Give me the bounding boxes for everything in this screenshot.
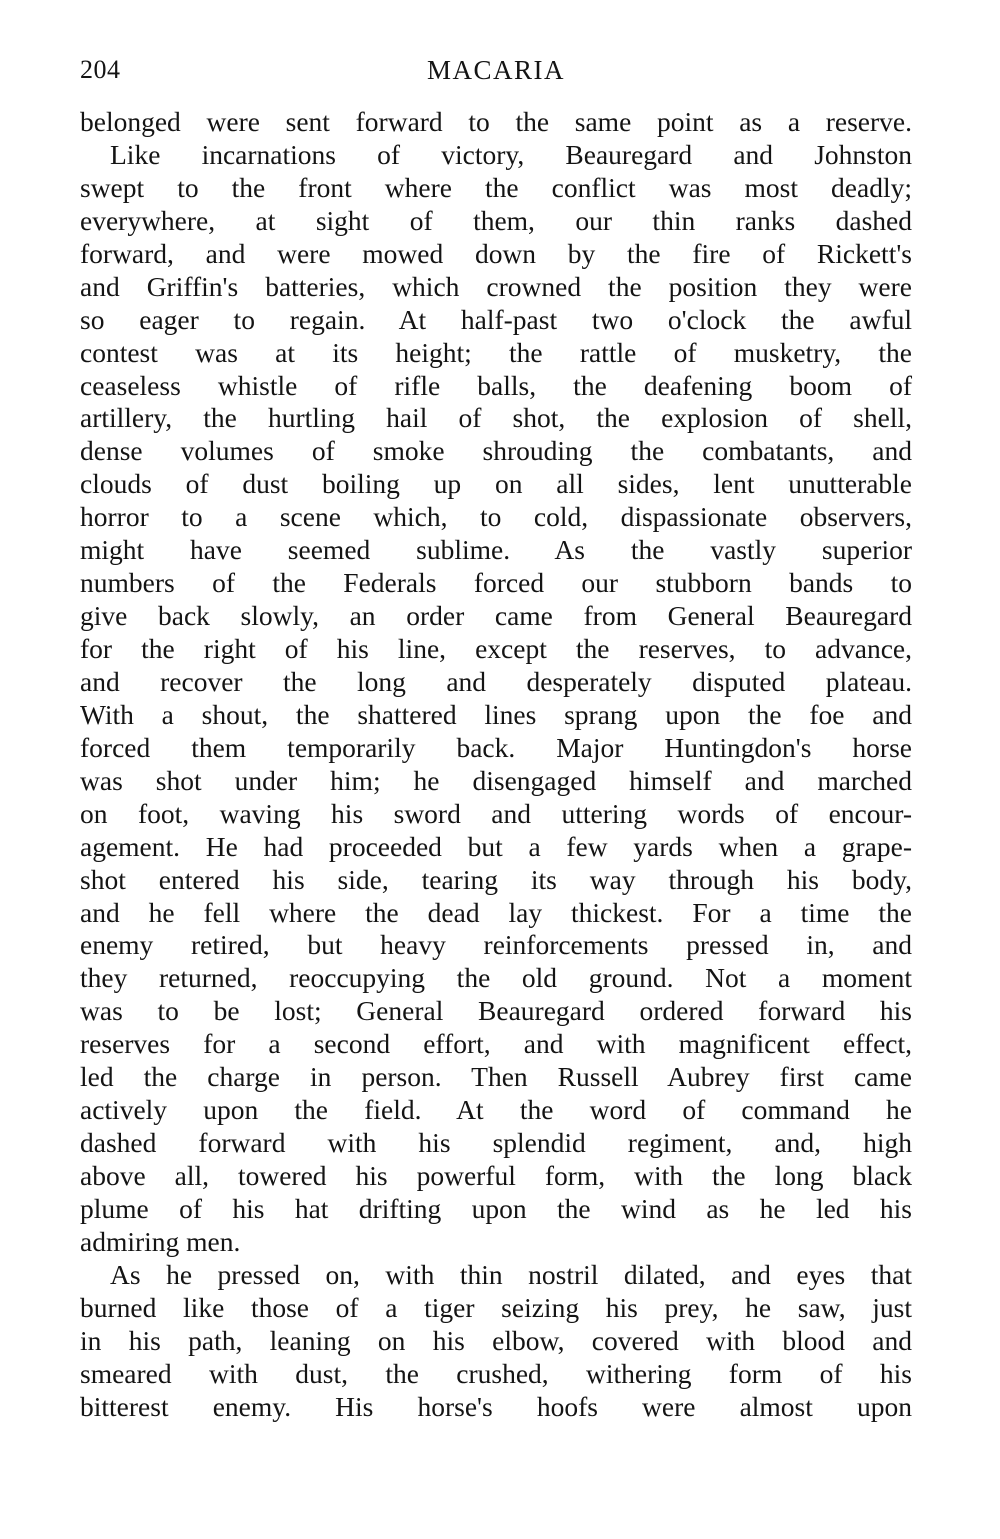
text-line: swept to the front where the conflict was most deadly; [80,171,912,203]
text-line: was to be lost; General Beauregard ordered forward his [80,995,912,1027]
text-line: enemy retired, but heavy reinforcements pressed in, and [80,929,912,961]
text-line: they returned, reoccupying the old ground. Not a moment [80,962,912,994]
text-line: numbers of the Federals forced our stubborn bands to [80,567,912,599]
text-line: dense volumes of smoke shrouding the combatants, and [80,435,912,467]
text-line: As he pressed on, with thin nostril dilated, and eyes that [110,1258,912,1290]
text-line: contest was at its height; the rattle of musketry, the [80,336,912,368]
text-line: on foot, waving his sword and uttering words of encour- [80,797,912,829]
text-line: and recover the long and desperately disputed plateau. [80,665,912,697]
text-line: reserves for a second effort, and with magnificent effect, [80,1028,912,1060]
text-line: burned like those of a tiger seizing his prey, he saw, just [80,1291,912,1323]
text-line: artillery, the hurtling hail of shot, the explosion of shell, [80,402,912,434]
text-line: horror to a scene which, to cold, dispassionate observers, [80,501,912,533]
text-line: might have seemed sublime. As the vastly superior [80,534,912,566]
text-line: belonged were sent forward to the same point as a reserve. [80,106,912,137]
text-line: was shot under him; he disengaged himself and marched [80,764,912,796]
text-line: everywhere, at sight of them, our thin ranks dashed [80,204,912,236]
text-line: shot entered his side, tearing its way through his body, [80,863,912,895]
text-line: clouds of dust boiling up on all sides, lent unutterable [80,468,912,500]
body-text [80,106,912,1424]
page-number: 204 [80,55,121,84]
text-line: ceaseless whistle of rifle balls, the deafening boom of [80,369,912,401]
text-line: plume of his hat drifting upon the wind as he led his [80,1192,912,1224]
text-line: bitterest enemy. His horse's hoofs were almost upon [80,1390,912,1422]
book-title: MACARIA [426,55,565,85]
text-line: forced them temporarily back. Major Huntingdon's horse [80,731,912,763]
text-line: actively upon the field. At the word of command he [80,1094,912,1126]
text-line: give back slowly, an order came from General Beauregard [80,600,912,632]
text-line: and he fell where the dead lay thickest. For a time the [80,896,912,928]
text-line: With a shout, the shattered lines sprang upon the foe and [80,698,912,730]
text-line: forward, and were mowed down by the fire of Rickett's [80,237,912,269]
text-line: above all, towered his powerful form, with the long black [80,1160,912,1191]
running-head [80,50,912,90]
text-line: smeared with dust, the crushed, withering form of his [80,1357,912,1389]
text-line: admiring men. [80,1225,241,1257]
text-line: agement. He had proceeded but a few yards when a grape- [80,830,912,862]
text-line: dashed forward with his splendid regiment, and, high [80,1127,912,1159]
text-line: so eager to regain. At half-past two o'clock the awful [80,303,912,335]
text-line: for the right of his line, except the reserves, to advance, [80,633,912,664]
text-line: led the charge in person. Then Russell Aubrey first came [80,1061,912,1093]
text-line: Like incarnations of victory, Beauregard and Johnston [110,138,912,170]
text-line: and Griffin's batteries, which crowned the position they were [80,270,912,302]
text-line: in his path, leaning on his elbow, covered with blood and [80,1324,912,1356]
